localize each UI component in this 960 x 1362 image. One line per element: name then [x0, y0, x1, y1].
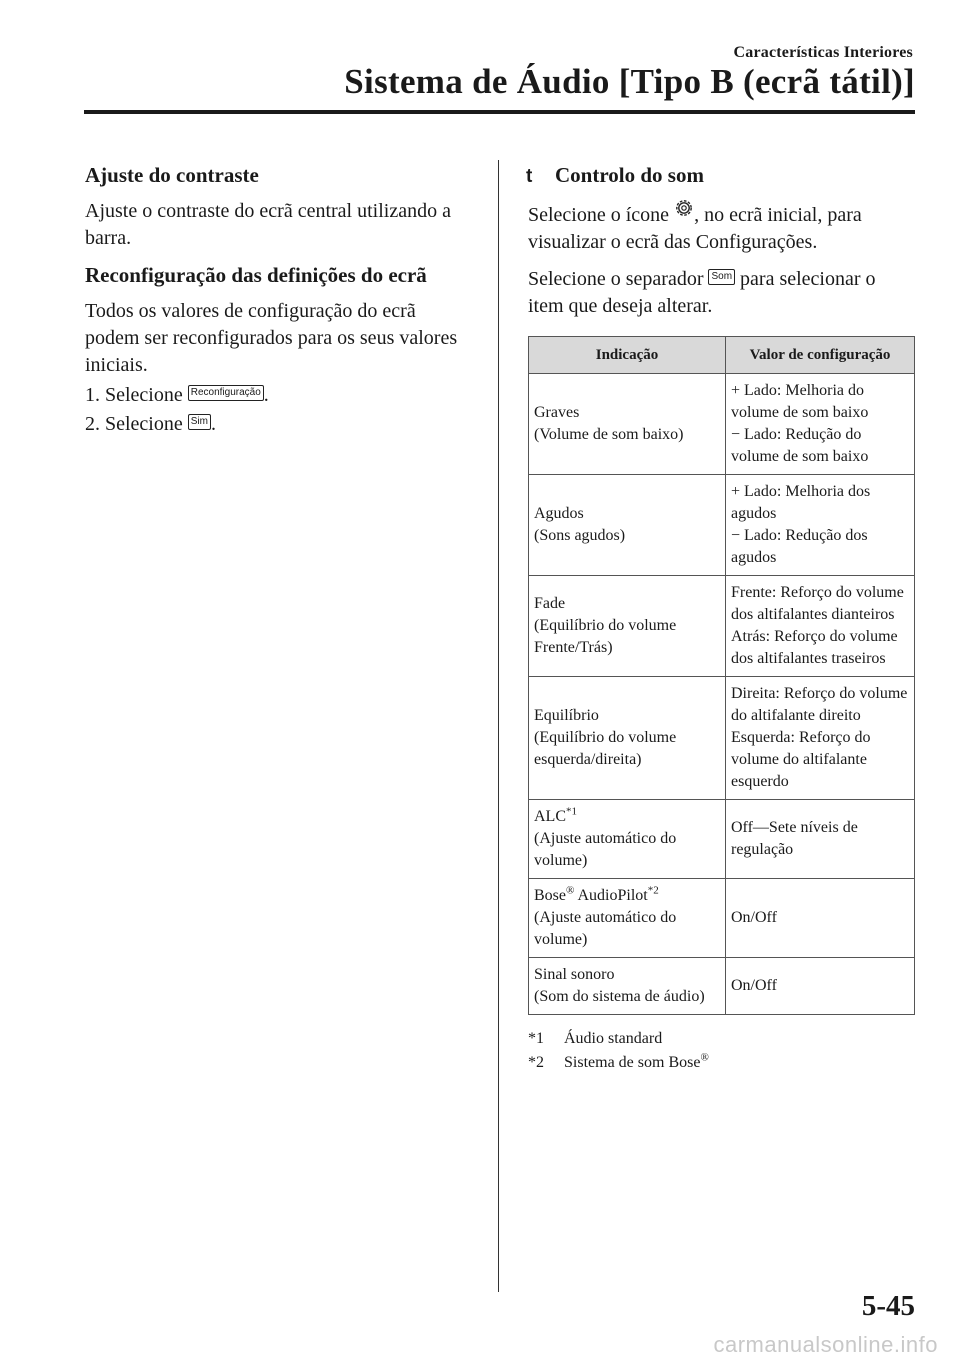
indication-name	[534, 885, 720, 907]
value-cell	[726, 958, 915, 1015]
indication-cell	[529, 958, 726, 1015]
footnote-text: Áudio standard	[564, 1030, 663, 1047]
value-line: Atrás: Reforço do volume dos altifalantes traseiros	[731, 628, 898, 667]
footnote	[528, 1027, 916, 1051]
instruction-text: Selecione o separador	[528, 268, 704, 290]
value-line: Frente: Reforço do volume dos altifalantes dianteiros	[731, 584, 904, 623]
column-divider	[498, 160, 499, 1292]
value-line: − Lado: Redução do volume de som baixo	[731, 426, 869, 465]
indication-name: Agudos	[534, 505, 584, 522]
step-number: 1.	[85, 384, 100, 406]
sound-instruction-1	[528, 198, 916, 256]
page-number: 5-45	[861, 1290, 915, 1322]
footnote-mark: *1	[528, 1030, 544, 1047]
column-header: Valor de configuração	[726, 337, 915, 374]
footnote	[528, 1051, 916, 1075]
table-row	[529, 576, 915, 677]
reset-steps	[85, 381, 475, 439]
indication-name: Sinal sonoro	[534, 966, 615, 983]
value-cell	[726, 576, 915, 677]
indication-desc: (Ajuste automático do volume)	[534, 830, 677, 869]
watermark: carmanualsonline.info	[713, 1332, 938, 1357]
indication-label: ALC	[534, 808, 566, 825]
step-text: Selecione	[105, 384, 183, 406]
column-header: Indicação	[529, 337, 726, 374]
indication-cell	[529, 475, 726, 576]
footnote-mark: *2	[647, 884, 659, 897]
registered-mark: ®	[700, 1051, 709, 1064]
value-cell	[726, 374, 915, 475]
table-row	[529, 800, 915, 879]
value-line: Off—Sete níveis de regulação	[731, 819, 858, 858]
indication-name: Fade	[534, 595, 566, 612]
step-number: 2.	[85, 413, 100, 435]
indication-desc: (Equilíbrio do volume Frente/Trás)	[534, 617, 677, 656]
indication-cell	[529, 879, 726, 958]
left-column	[85, 162, 475, 439]
footnote-mark: *2	[528, 1054, 544, 1071]
table-row	[529, 677, 915, 800]
header-rule	[84, 110, 915, 114]
value-line: − Lado: Redução dos agudos	[731, 527, 868, 566]
value-cell	[726, 800, 915, 879]
value-line: On/Off	[731, 977, 777, 994]
indication-name: Equilíbrio	[534, 707, 599, 724]
indication-name	[534, 806, 720, 828]
indication-desc: (Volume de som baixo)	[534, 426, 684, 443]
instruction-text: , no ecrã inicial, para visualizar o ecrã das Configurações.	[528, 204, 862, 253]
value-line: Esquerda: Reforço do volume do altifalante esquerdo	[731, 729, 871, 790]
value-line: + Lado: Melhoria do volume de som baixo	[731, 382, 869, 421]
contrast-text: Ajuste o contraste do ecrã central utilizando a barra.	[85, 200, 451, 249]
indication-cell	[529, 677, 726, 800]
value-cell	[726, 677, 915, 800]
right-column	[528, 162, 916, 1075]
step-2: 2. Selecione Sim .	[85, 413, 216, 435]
indication-desc: (Sons agudos)	[534, 527, 626, 544]
indication-name: Graves	[534, 404, 580, 421]
value-line: + Lado: Melhoria dos agudos	[731, 483, 871, 522]
table-row	[529, 958, 915, 1015]
registered-mark: ®	[566, 884, 575, 897]
reset-heading: Reconfiguração das definições do ecrã	[85, 263, 427, 287]
instruction-text: Selecione o ícone	[528, 204, 670, 226]
section-bullet: t	[526, 166, 533, 187]
footnote-text: Sistema de som Bose	[564, 1054, 701, 1071]
section-title: Características Interiores	[733, 44, 913, 61]
sound-instruction-2	[528, 266, 916, 320]
contrast-heading: Ajuste do contraste	[85, 163, 259, 187]
sound-settings-table	[528, 336, 915, 1015]
indication-cell	[529, 800, 726, 879]
gear-icon[interactable]	[674, 198, 694, 218]
indication-cell	[529, 576, 726, 677]
value-cell	[726, 879, 915, 958]
indication-desc: (Ajuste automático do volume)	[534, 909, 677, 948]
value-line: On/Off	[731, 909, 777, 926]
table-row	[529, 475, 915, 576]
table-header-row	[529, 337, 915, 374]
table-row	[529, 879, 915, 958]
value-line: Direita: Reforço do volume do altifalante direito	[731, 685, 908, 724]
page-title: Sistema de Áudio [Tipo B (ecrã tátil)]	[344, 62, 915, 101]
instruction-text: para selecionar o item que deseja alterar.	[528, 268, 876, 317]
step-text: Selecione	[105, 413, 183, 435]
footnotes	[528, 1027, 916, 1075]
indication-cell	[529, 374, 726, 475]
reset-text: Todos os valores de configuração do ecrã podem ser reconfigurados para os seus valores iniciais.	[85, 300, 458, 376]
table-row	[529, 374, 915, 475]
indication-desc: (Som do sistema de áudio)	[534, 988, 705, 1005]
yes-button[interactable]: Sim	[188, 414, 211, 430]
sound-tab-button[interactable]: Som	[708, 269, 735, 285]
indication-label-tail: AudioPilot	[574, 887, 648, 904]
footnote-mark: *1	[566, 805, 577, 818]
sound-heading: Controlo do som	[555, 163, 704, 187]
indication-desc: (Equilíbrio do volume esquerda/direita)	[534, 729, 677, 768]
value-cell	[726, 475, 915, 576]
indication-label: Bose	[534, 887, 566, 904]
reset-button[interactable]: Reconfiguração	[188, 385, 264, 401]
step-1: 1. Selecione Reconfiguração .	[85, 384, 269, 406]
